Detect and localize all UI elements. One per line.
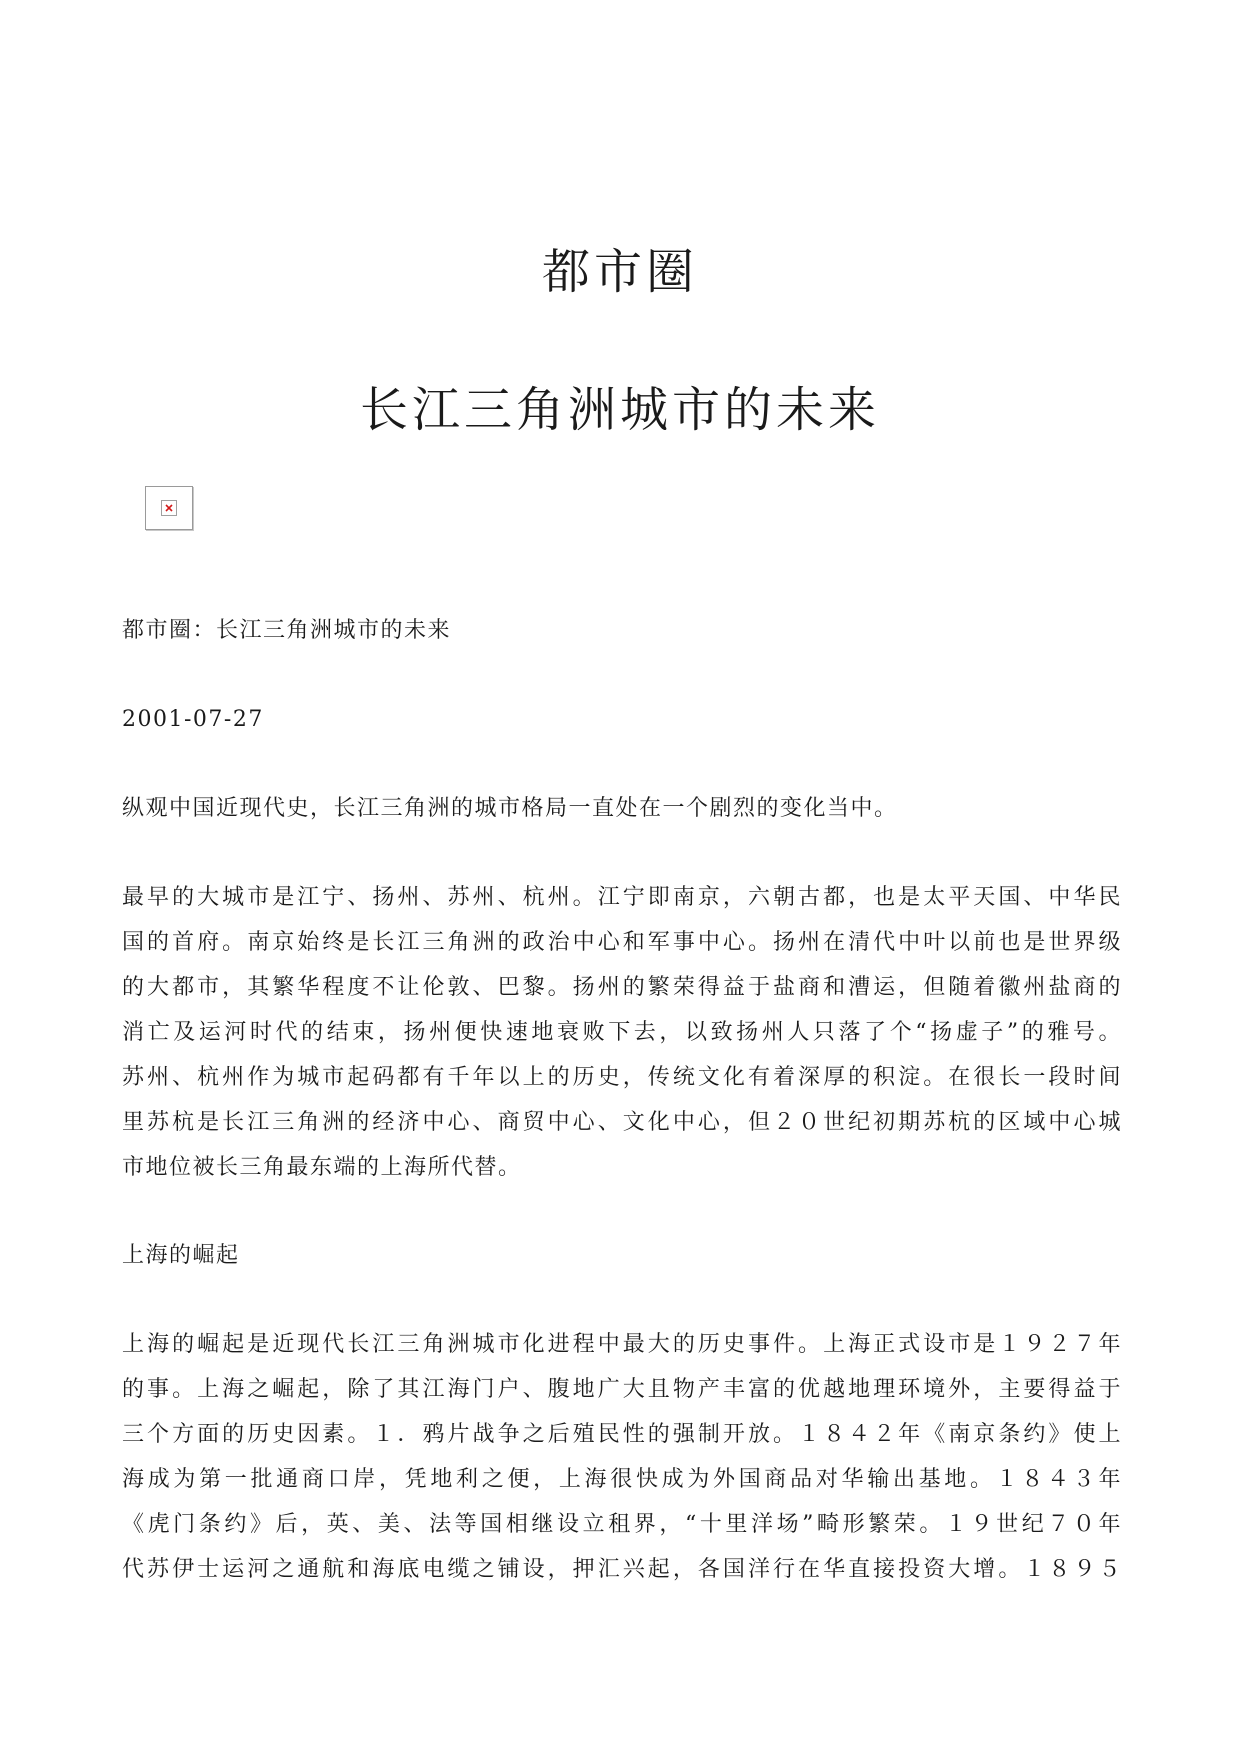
heading-line: 都市圈：长江三角洲城市的未来 bbox=[122, 618, 452, 643]
section-heading: 上海的崛起 bbox=[122, 1243, 240, 1268]
paragraph-line: 最早的大城市是江宁、扬州、苏州、杭州。江宁即南京，六朝古都，也是太平天国、中华民 bbox=[122, 885, 1122, 910]
paragraph-early-cities bbox=[122, 875, 1122, 1190]
paragraph-line: 上海的崛起是近现代长江三角洲城市化进程中最大的历史事件。上海正式设市是１９２７年 bbox=[122, 1332, 1122, 1357]
paragraph-line: 市地位被长三角最东端的上海所代替。 bbox=[122, 1155, 522, 1180]
paragraph-line: 代苏伊士运河之通航和海底电缆之铺设，押汇兴起，各国洋行在华直接投资大增。１８９５ bbox=[122, 1557, 1122, 1582]
publish-date: 2001-07-27 bbox=[122, 707, 264, 732]
broken-image-icon bbox=[161, 500, 177, 516]
paragraph-line: 海成为第一批通商口岸，凭地利之便，上海很快成为外国商品对华输出基地。１８４３年 bbox=[122, 1467, 1122, 1492]
paragraph-line: 的事。上海之崛起，除了其江海门户、腹地广大且物产丰富的优越地理环境外，主要得益于 bbox=[122, 1377, 1122, 1402]
paragraph-line: 里苏杭是长江三角洲的经济中心、商贸中心、文化中心，但２０世纪初期苏杭的区域中心城 bbox=[122, 1110, 1122, 1135]
paragraph-line: 国的首府。南京始终是长江三角洲的政治中心和军事中心。扬州在清代中叶以前也是世界级 bbox=[122, 930, 1122, 955]
paragraph-line: 三个方面的历史因素。１．鸦片战争之后殖民性的强制开放。１８４２年《南京条约》使上 bbox=[122, 1422, 1122, 1447]
paragraph-shanghai-rise bbox=[122, 1322, 1122, 1592]
paragraph-line: 的大都市，其繁华程度不让伦敦、巴黎。扬州的繁荣得益于盐商和漕运，但随着徽州盐商的 bbox=[122, 975, 1122, 1000]
document-title: 都市圈 bbox=[541, 244, 698, 300]
paragraph-line: 消亡及运河时代的结束，扬州便快速地衰败下去，以致扬州人只落了个“扬虚子”的雅号。 bbox=[122, 1020, 1122, 1045]
broken-image-placeholder bbox=[145, 486, 193, 530]
document-subtitle: 长江三角洲城市的未来 bbox=[359, 382, 880, 438]
paragraph-line: 《虎门条约》后，英、美、法等国相继设立租界，“十里洋场”畸形繁荣。１９世纪７０年 bbox=[122, 1512, 1122, 1537]
intro-paragraph: 纵观中国近现代史，长江三角洲的城市格局一直处在一个剧烈的变化当中。 bbox=[122, 796, 898, 821]
document-body bbox=[122, 608, 1122, 1592]
paragraph-line: 苏州、杭州作为城市起码都有千年以上的历史，传统文化有着深厚的积淀。在很长一段时间 bbox=[122, 1065, 1122, 1090]
